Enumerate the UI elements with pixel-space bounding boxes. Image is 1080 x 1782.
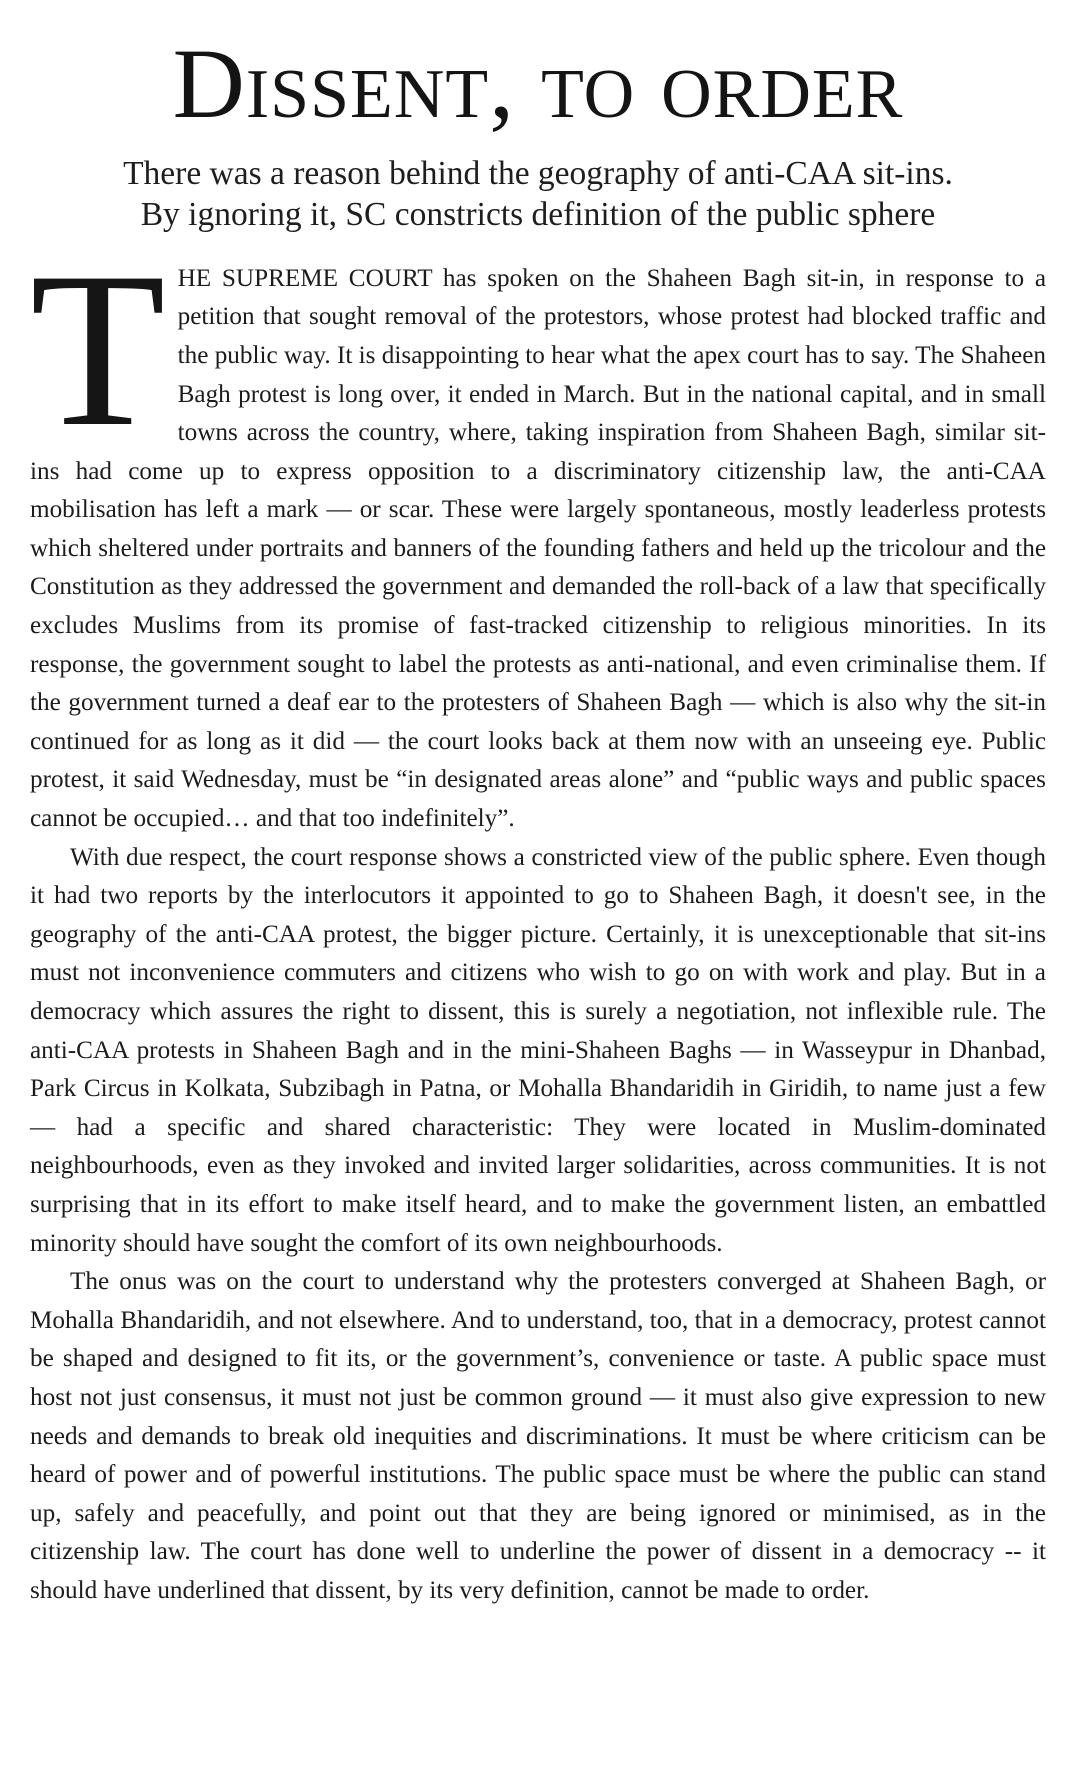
article-body <box>30 226 1046 1611</box>
lead-caps: HE SUPREME COURT <box>177 264 433 292</box>
standfirst-line-1: There was a reason behind the geography of anti-CAA sit-ins. <box>123 155 953 192</box>
paragraph-3: The onus was on the court to understand why the protesters converged at Shaheen Bagh, or Mohalla Bhandaridih, and not elsewhere. And to understand, too, that in a democracy, protest cannot be shaped and designed to fit its, or the government’s, convenience or taste. A public space must host not just consensus, it must not just be common ground — it must also give expression to new needs and demands to break old inequities and discriminations. It must be where criticism can be heard of power and of powerful institutions. The public space must be where the public can stand up, safely and peacefully, and point out that they are being ignored or minimised, as in the citizenship law. The court has done well to underline the power of dissent in a democracy -- it should have underlined that dissent, by its very definition, cannot be made to order. <box>30 1268 1046 1604</box>
standfirst <box>30 154 1046 236</box>
standfirst-line-2: By ignoring it, SC constricts definition of the public sphere <box>140 195 936 233</box>
drop-cap: T <box>30 226 166 473</box>
paragraph-1-text: has spoken on the Shaheen Bagh sit-in, in response to a petition that sought removal of the protestors, whose protest had blocked traffic and the public way. It is disappointing to hear what the apex court has to say. The Shaheen Bagh protest is long over, it ended in March. But in the national capital, and in small towns across the country, where, taking inspiration from Shaheen Bagh, similar sit-ins had come up to express opposition to a discriminatory citizenship law, the anti-CAA mobilisation has left a mark — or scar. These were largely spontaneous, mostly leaderless protests which sheltered under portraits and banners of the founding fathers and held up the tricolour and the Constitution as they addressed the government and demanded the roll-back of a law that specifically excludes Muslims from its promise of fast-tracked citizenship to religious minorities. In its response, the government sought to label the protests as anti-national, and even criminalise them. If the government turned a deaf ear to the protesters of Shaheen Bagh — which is also why the sit-in continued for as long as it did — the court looks back at them now with an unseeing eye. Public protest, it said Wednesday, must be “in designated areas alone” and “public ways and public spaces cannot be occupied… and that too indefinitely”. <box>30 264 1046 833</box>
paragraph-1 <box>30 226 1046 839</box>
headline: Dissent, to order <box>172 28 904 139</box>
paragraph-2: With due respect, the court response shows a constricted view of the public sphere. Even though it had two reports by the interlocutors it appointed to go to Shaheen Bagh, it doesn't see, in the geography of the anti-CAA protest, the bigger picture. Certainly, it is unexceptionable that sit-ins must not inconvenience commuters and citizens who wish to go on with work and play. But in a democracy which assures the right to dissent, this is surely a negotiation, not inflexible rule. The anti-CAA protests in Shaheen Bagh and in the mini-Shaheen Baghs — in Wasseypur in Dhanbad, Park Circus in Kolkata, Subzibagh in Patna, or Mohalla Bhandaridih in Giridih, to name just a few — had a specific and shared characteristic: They were located in Muslim-dominated neighbourhoods, even as they invoked and invited larger solidarities, across communities. It is not surprising that in its effort to make itself heard, and to make the government listen, an embattled minority should have sought the comfort of its own neighbourhoods. <box>30 843 1046 1257</box>
